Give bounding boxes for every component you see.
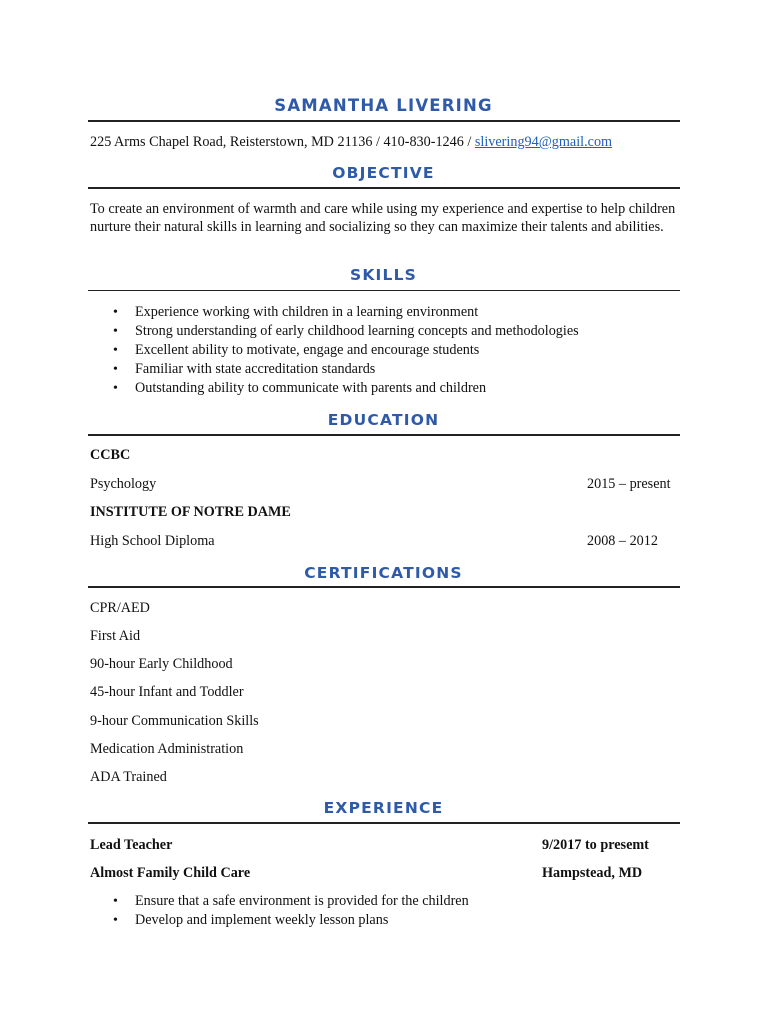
education-dates: 2015 – present	[587, 476, 671, 492]
bullet-icon: •	[113, 343, 118, 358]
list-item: • Outstanding ability to communicate with parents and children	[113, 380, 487, 396]
list-item: • Familiar with state accreditation standards	[113, 361, 376, 377]
bullet-icon: •	[113, 305, 118, 320]
education-school: CCBC	[90, 447, 131, 463]
experience-heading: EXPERIENCE	[323, 799, 444, 817]
certification-item: CPR/AED	[90, 600, 150, 616]
job-title: Lead Teacher	[90, 837, 173, 853]
contact-address-phone: 225 Arms Chapel Road, Reisterstown, MD 21136 / 410-830-1246 /	[90, 134, 475, 150]
list-item: • Develop and implement weekly lesson plans	[113, 912, 389, 928]
email-link[interactable]: slivering94@gmail.com	[474, 134, 613, 150]
job-dates: 9/2017 to presemt	[542, 837, 649, 853]
education-divider	[88, 434, 680, 436]
education-program: Psychology	[90, 476, 157, 492]
certification-item: Medication Administration	[90, 741, 244, 757]
education-program: High School Diploma	[90, 533, 215, 549]
bullet-icon: •	[113, 381, 118, 396]
bullet-icon: •	[113, 913, 118, 928]
education-school: INSTITUTE OF NOTRE DAME	[90, 504, 291, 520]
certification-item: First Aid	[90, 628, 141, 644]
education-dates: 2008 – 2012	[587, 533, 658, 549]
job-location: Hampstead, MD	[542, 865, 643, 881]
bullet-icon: •	[113, 894, 118, 909]
candidate-name: SAMANTHA LIVERING	[274, 96, 493, 115]
skills-list	[0, 303, 579, 398]
skills-heading: SKILLS	[349, 266, 418, 284]
experience-divider	[88, 822, 680, 824]
certification-item: 45-hour Infant and Toddler	[90, 684, 244, 700]
list-item: • Excellent ability to motivate, engage and encourage students	[113, 342, 480, 358]
objective-text: To create an environment of warmth and care while using my experience and expertise to help children nurture their natural skills in learning and socializing so they can maximize their talents and abilities.	[90, 201, 676, 235]
objective-heading: OBJECTIVE	[332, 164, 435, 182]
certification-item: ADA Trained	[90, 769, 167, 785]
objective-divider	[88, 187, 680, 189]
experience-bullets	[0, 892, 469, 930]
certification-item: 9-hour Communication Skills	[90, 713, 259, 729]
list-item: • Strong understanding of early childhood learning concepts and methodologies	[113, 323, 579, 339]
skills-divider	[88, 290, 680, 291]
education-heading: EDUCATION	[327, 411, 440, 429]
certifications-divider	[88, 586, 680, 588]
job-employer: Almost Family Child Care	[90, 865, 251, 881]
bullet-icon: •	[113, 324, 118, 339]
list-item: • Experience working with children in a learning environment	[113, 304, 479, 320]
certification-item: 90-hour Early Childhood	[90, 656, 233, 672]
list-item: • Ensure that a safe environment is provided for the children	[113, 893, 469, 909]
certifications-heading: CERTIFICATIONS	[304, 564, 463, 582]
header-divider	[88, 120, 680, 122]
bullet-icon: •	[113, 362, 118, 377]
contact-line	[90, 133, 612, 151]
